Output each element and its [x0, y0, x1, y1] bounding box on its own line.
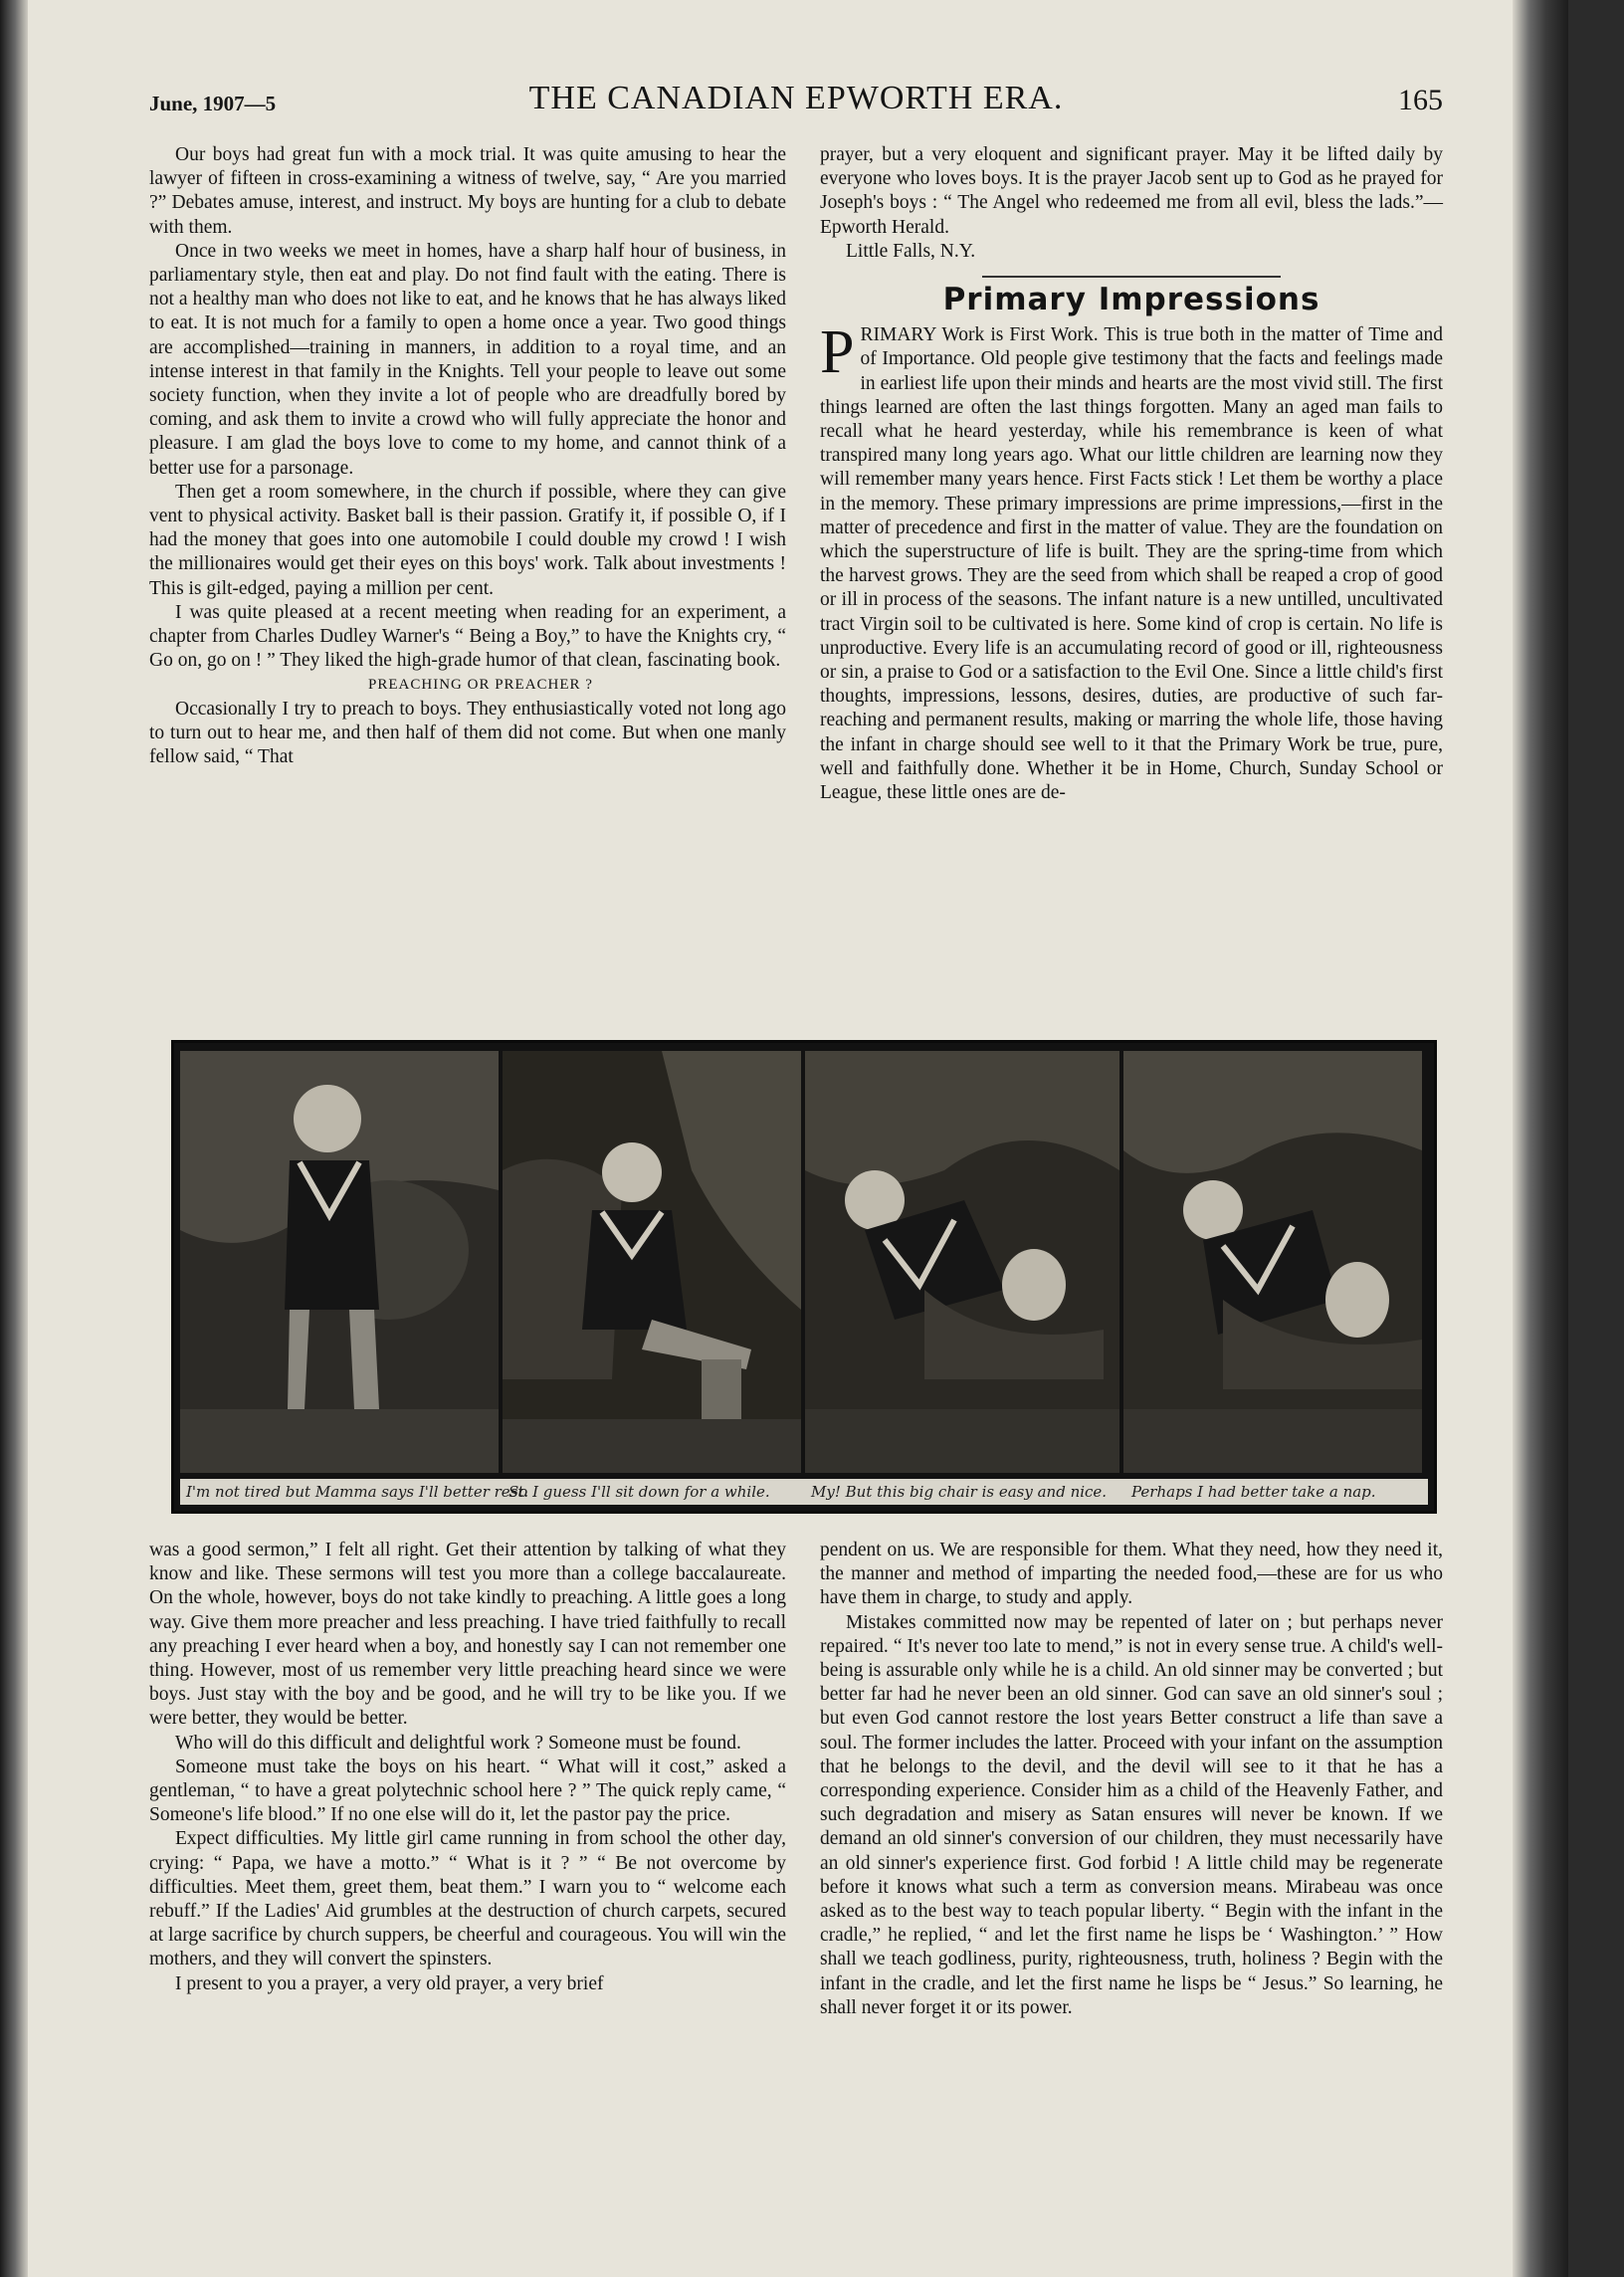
paragraph: prayer, but a very eloquent and significant prayer. May it be lifted daily by everyone who loves boys. It is the prayer Jacob sent up to God as he prayed for Joseph's boys : “ The Angel who redeemed me from all evil, bless the lads.”—Epworth Herald. [820, 144, 1443, 238]
paragraph: Someone must take the boys on his heart. “ What will it cost,” asked a gentleman, “ to have a great polytechnic school here ? ” The quick reply came, “ Someone's life blood.” If no one else will do it, let the pastor pay the price. [149, 1756, 786, 1826]
photo-panel-2 [503, 1051, 801, 1473]
photo-caption: My! But this big chair is easy and nice. [811, 1483, 1108, 1501]
photo-panel-1 [180, 1051, 499, 1473]
photo-caption: I'm not tired but Mamma says I'll better rest. [186, 1483, 529, 1501]
paragraph [820, 318, 1443, 805]
paragraph: Once in two weeks we meet in homes, have a sharp half hour of business, in parliamentary style, then eat and play. Do not find fault with the eating. There is not a healthy man who does not like to eat, and he knows that he has always liked to eat. It is not much for a family to open a home once a year. Two good things are accomplished—training in manners, in addition to a royal time, and an intense interest in that family in the Knights. Tell your people to leave out some society function, when they invite a lot of people who are dreadfully bored by coming, and ask them to invite a crowd who will fully appreciate the honor and pleasure. I am glad the boys love to come to my home, and cannot think of a better use for a parsonage. [149, 240, 786, 479]
column-bottom-left [149, 1539, 786, 1996]
paragraph: Our boys had great fun with a mock trial. It was quite amusing to hear the lawyer of fifteen in cross-examining a witness of twelve, say, “ Are you married ?” Debates amuse, interest, and instruct. My boys are hunting for a club to debate with them. [149, 144, 786, 238]
paragraph: was a good sermon,” I felt all right. Get their attention by talking of what they know and like. These sermons will test you more than a college baccalaureate. On the whole, however, boys do not take kindly to preaching. A little goes a long way. Give them more preacher and less preaching. I have tried faithfully to recall any preaching I ever heard when a boy, and honestly say I can not remember one thing. However, most of us remember very little preaching heard since we were boys. Just stay with the boy and be good, and he will try to be like you. If we were better, they would be better. [149, 1540, 786, 1730]
page-number: 165 [1398, 84, 1443, 116]
article-signoff: Little Falls, N.Y. [846, 240, 976, 262]
column-top-left [149, 143, 786, 769]
article-title: Primary Impressions [942, 282, 1320, 318]
paragraph-text: RIMARY Work is First Work. This is true both in the matter of Time and of Importance. Old people give testimony that the facts and feelings made in earliest life upon their minds and hearts are the most vivid still. The first things learned are often the last things forgotten. Many an aged man fails to recall what he heard yesterday, while his remembrance is keen of what transpired many long years ago. What our little children are learning now they will remember many years hence. First Facts stick ! Let them be worthy a place in the memory. These primary impressions are prime impressions,—first in the matter of precedence and first in the matter of value. They are the foundation on which the superstructure of life is built. They are the spring-time from which the harvest grows. They are the seed from which shall be reaped a crop of good or ill in process of the seasons. The infant nature is a new untilled, uncultivated tract Virgin soil to be cultivated is here. Some kind of crop is certain. No life is unproductive. Every life is an accumulating record of good or ill, righteousness or sin, a praise to God or a satisfaction to the Evil One. Since a little child's first thoughts, impressions, lessons, desires, duties, are productive of such far-reaching and permanent results, making or marring the whole life, those having the infant in charge should see well to it that the Primary Work be true, pure, well and faithfully done. Whether it be in Home, Church, Sunday School or League, these little ones are de- [820, 324, 1443, 804]
magazine-title: THE CANADIAN EPWORTH ERA. [528, 80, 1064, 116]
photo-strip [171, 1040, 1437, 1514]
book-spine-shadow [0, 0, 28, 2277]
column-bottom-right [820, 1539, 1443, 2020]
photo-caption: Perhaps I had better take a nap. [1131, 1483, 1376, 1501]
paragraph: I present to you a prayer, a very old prayer, a very brief [175, 1972, 604, 1994]
article-divider [982, 276, 1281, 278]
paragraph: Expect difficulties. My little girl came running in from school the other day, crying: “ Papa, we have a motto.” “ What is it ? ” “ Be not overcome by difficulties. Meet them, greet them, beat them.” I warn you to “ welcome each rebuff.” If the Ladies' Aid grumbles at the destruction of church carpets, secured at large sacrifice by church suppers, be cheerful and courageous. You will win the mothers, and they will convert the spinsters. [149, 1828, 786, 1970]
paragraph: pendent on us. We are responsible for them. What they need, how they need it, the manner and method of imparting the needed food,—these are for us who have them in charge, to study and apply. [820, 1540, 1443, 1609]
column-top-right [820, 143, 1443, 805]
paragraph: Then get a room somewhere, in the church if possible, where they can give vent to physical activity. Basket ball is their passion. Gratify it, if possible O, if I had the money that goes into one automobile I could double my crowd ! I wish the millionaires would get their eyes on this boys' work. Talk about investments ! This is gilt-edged, paying a million per cent. [149, 481, 786, 599]
running-header [149, 80, 1443, 129]
paragraph: Occasionally I try to preach to boys. They enthusiastically voted not long ago to turn out to hear me, and then half of them did not come. But when one manly fellow said, “ That [149, 698, 786, 768]
photo-caption-strip [180, 1479, 1428, 1505]
section-subheading: PREACHING OR PREACHER ? [368, 677, 593, 694]
drop-cap: P [820, 318, 855, 387]
magazine-page [28, 0, 1568, 2277]
page-edge-shadow [1513, 0, 1568, 2277]
photo-panel-3 [805, 1051, 1119, 1473]
photo-panel-4 [1123, 1051, 1422, 1473]
paragraph: I was quite pleased at a recent meeting when reading for an experiment, a chapter from Charles Dudley Warner's “ Being a Boy,” to have the Knights cry, “ Go on, go on ! ” They liked the high-grade humor of that clean, fascinating book. [149, 601, 786, 672]
paragraph: Who will do this difficult and delightful work ? Someone must be found. [175, 1732, 741, 1754]
paragraph: Mistakes committed now may be repented of later on ; but perhaps never repaired. “ It's never too late to mend,” is not in every sense true. A child's well-being is assurable only while he is a child. An old sinner may be converted ; but better far had he never been an old sinner. God can save an old sinner's soul ; but even God cannot restore the lost years Better construct a life than save a soul. The former includes the latter. Proceed with your infant on the assumption that he belongs to the devil, and the devil will see to it that he has a corresponding experience. Consider him as a child of the Heavenly Father, and such degradation and misery as Satan ensures will never be known. If we demand an old sinner's conversion of our children, they must necessarily have an old sinner's experience first. God forbid ! A little child may be regenerate before it knows what such a term as conversion means. Mirabeau was once asked as to the best way to teach popular liberty. “ Begin with the infant in the cradle,” he replied, “ and let the first name he lisps be ‘ Washington.’ ” How shall we teach godliness, purity, righteousness, truth, holiness ? Begin with the infant in the cradle, and let the first name he lisps be “ Jesus.” So learning, he shall never forget it or its power. [820, 1611, 1443, 2018]
photo-caption: So I guess I'll sit down for a while. [508, 1483, 770, 1501]
issue-date: June, 1907—5 [149, 92, 277, 115]
